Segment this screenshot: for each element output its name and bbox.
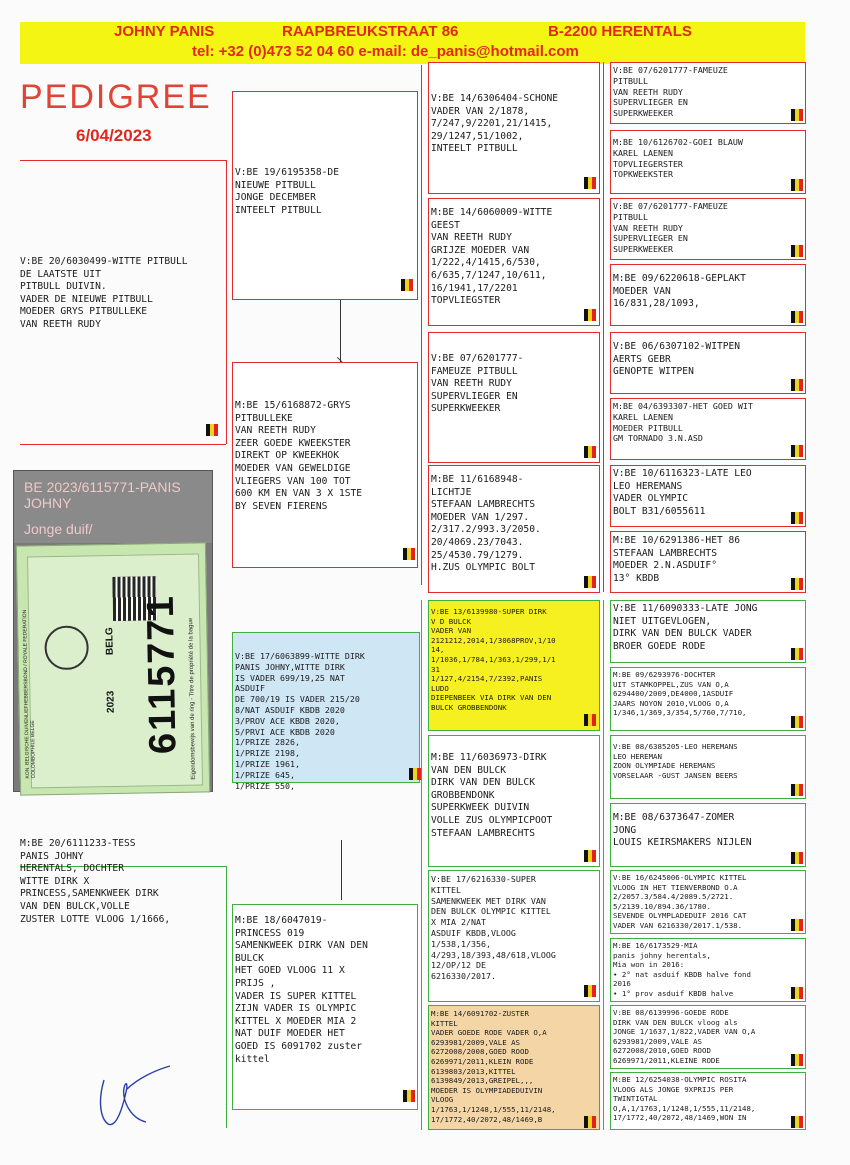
- card-federation: KON. BELGISCHE DUIVENLIEFHEBBERSBOND / ROYALE FEDERATION COLOMBOPHILE BELGE: [21, 609, 37, 779]
- belgium-flag-icon: [791, 179, 803, 191]
- pedigree-card-g4-15: V:BE 08/6139996-GOEDE RODE DIRK VAN DEN BULCK vloog als JONGE 1/1637,1/822,VADER VAN O,A 6293981/2009,VALE AS 6272008/2010,GOED ROOD 6269971/2011,KLEINE RODE: [610, 1005, 806, 1069]
- belgium-flag-icon: [791, 245, 803, 257]
- belgium-flag-icon: [584, 1116, 596, 1128]
- signature-mark: [86, 1040, 176, 1130]
- breeder-contact: tel: +32 (0)473 52 04 60 e-mail: de_panis@hotmail.com: [192, 43, 579, 60]
- belgium-flag-icon: [206, 424, 218, 436]
- pedigree-date: 6/04/2023: [76, 126, 152, 145]
- pedigree-card-g4-12: M:BE 08/6373647-ZOMER JONG LOUIS KEIRSMAKERS NIJLEN: [610, 803, 806, 867]
- page-title: PEDIGREE: [20, 78, 212, 116]
- pedigree-card-g4-1: V:BE 07/6201777-FAMEUZE PITBULL VAN REETH RUDY SUPERVLIEGER EN SUPERKWEEKER: [610, 62, 806, 124]
- belgium-flag-icon: [791, 648, 803, 660]
- pedigree-card-g4-3: V:BE 07/6201777-FAMEUZE PITBULL VAN REETH RUDY SUPERVLIEGER EN SUPERKWEEKER: [610, 198, 806, 260]
- belgium-flag-icon: [791, 716, 803, 728]
- belgium-flag-icon: [791, 1116, 803, 1128]
- belgium-flag-icon: [791, 109, 803, 121]
- belgium-flag-icon: [791, 784, 803, 796]
- belgium-flag-icon: [584, 714, 596, 726]
- card-ownership-text: Eigendomsbewijs van de ring - Titre de propriété de la bague: [188, 617, 197, 780]
- pedigree-card-ssd: M:BE 14/6060009-WITTE GEEST VAN REETH RUDY GRIJZE MOEDER VAN 1/222,4/1415,6/530, 6/635,7/1247,10/611, 16/1941,17/2201 TOPVLIEGSTER: [428, 198, 600, 326]
- belgium-flag-icon: [791, 445, 803, 457]
- pedigree-card-g4-16: M:BE 12/6254038-OLYMPIC ROSITA VLOOG ALS JONGE 9XPRIJS PER TWINTIGTAL O,A,1/1763,1/1248,1/555,11/2148, 17/1772,40/2072,48/1469,WON IN: [610, 1072, 806, 1130]
- pedigree-card-ss: V:BE 19/6195358-DE NIEUWE PITBULL JONGE DECEMBER INTEELT PITBULL: [232, 91, 418, 300]
- pedigree-card-g4-4: M:BE 09/6220618-GEPLAKT MOEDER VAN 16/831,28/1093,: [610, 264, 806, 326]
- pedigree-card-ds: V:BE 17/6063899-WITTE DIRK PANIS JOHNY,WITTE DIRK IS VADER 699/19,25 NAT ASDUIF DE 700/19 IS VADER 215/20 8/NAT ASDUIF KBDB 2020 3/PROV ACE KBDB 2020, 5/PRVI ACE KBDB 2020 1/PRIZE 2826, 1/PRIZE 2198, 1/PRIZE 1961, 1/PRIZE 645, 1/PRIZE 550,: [232, 632, 420, 783]
- card-country: BELG: [104, 627, 116, 656]
- pedigree-card-dds: V:BE 17/6216330-SUPER KITTEL SAMENKWEEK MET DIRK VAN DEN BULCK OLYMPIC KITTEL X MIA 2/NAT ASDUIF KBDB,VLOOG 1/538,1/356, 4/293,18/393,48/618,VLOOG 12/OP/12 DE 6216330/2017.: [428, 870, 600, 1002]
- subject-ring: BE 2023/6115771-PANIS JOHNY: [24, 479, 181, 511]
- belgium-flag-icon: [791, 919, 803, 931]
- belgium-flag-icon: [403, 1090, 415, 1102]
- dam-block: [14, 832, 224, 952]
- pedigree-card-g4-7: V:BE 10/6116323-LATE LEO LEO HEREMANS VADER OLYMPIC BOLT B31/6055611: [610, 465, 806, 527]
- breeder-street: RAAPBREUKSTRAAT 86: [282, 23, 459, 40]
- belgium-flag-icon: [791, 852, 803, 864]
- belgium-flag-icon: [791, 512, 803, 524]
- pedigree-card-dd: M:BE 18/6047019- PRINCESS 019 SAMENKWEEK DIRK VAN DEN BULCK HET GOED VLOOG 11 X PRIJS , VADER IS SUPER KITTEL ZIJN VADER IS OLYMPIC KITTEL X MOEDER MIA 2 NAT DUIF MOEDER HET GOED IS 6091702 zuster kittel: [232, 904, 418, 1110]
- breeder-header: [20, 22, 805, 64]
- pedigree-card-g4-9: V:BE 11/6090333-LATE JONG NIET UITGEVLOGEN, DIRK VAN DEN BULCK VADER BROER GOEDE RODE: [610, 600, 806, 663]
- breeder-city: B-2200 HERENTALS: [548, 23, 692, 40]
- pedigree-card-sdd: M:BE 11/6168948- LICHTJE STEFAAN LAMBRECHTS MOEDER VAN 1/297. 2/317.2/993.3/2050. 20/4069.23/7043. 25/4530.79/1279. H.ZUS OLYMPIC BOLT: [428, 465, 600, 593]
- pedigree-card-sds: V:BE 07/6201777- FAMEUZE PITBULL VAN REETH RUDY SUPERVLIEGER EN SUPERKWEEKER: [428, 332, 600, 463]
- pedigree-card-g4-6: M:BE 04/6393307-HET GOED WIT KAREL LAENEN MOEDER PITBULL GM TORNADO 3.N.ASD: [610, 398, 806, 460]
- pedigree-card-g4-5: V:BE 06/6307102-WITPEN AERTS GEBR GENOPTE WITPEN: [610, 332, 806, 394]
- pedigree-card-g4-14: M:BE 16/6173529-MIA panis johny herentals, Mia won in 2016: • 2° nat asduif KBDB halve fond 2016 • 1° prov asduif KBDB halve: [610, 938, 806, 1002]
- belgium-flag-icon: [584, 446, 596, 458]
- card-year: 2023: [105, 690, 117, 714]
- subject-description: Jonge duif/: [24, 521, 93, 537]
- pedigree-card-g4-2: M:BE 10/6126702-GOEI BLAUW KAREL LAENEN TOPVLIEGERSTER TOPKWEEKSTER: [610, 130, 806, 194]
- pedigree-card-g4-13: V:BE 16/6245006-OLYMPIC KITTEL VLOOG IN HET TIENVERBOND O.A 2/2057.3/584.4/2089.5/2721. 5/2139.10/894.36/1780. SEVENDE OLYMPLADEDUIF 2016 CAT VADER VAN 6216330/2017.1/538.: [610, 870, 806, 934]
- belgium-flag-icon: [584, 576, 596, 588]
- breeder-name: JOHNY PANIS: [114, 23, 215, 40]
- pedigree-card-ddd: M:BE 14/6091702-ZUSTER KITTEL VADER GOEDE RODE VADER O,A 6293981/2009,VALE AS 6272008/2008,GOED ROOD 6269971/2011,KLEIN RODE 6139803/2013,KITTEL 6139849/2013,GREIPEL,,, MOEDER IS OLYMPIADEDUIVIN VLOOG 1/1763,1/1248,1/555,11/2148, 17/1772,40/2072,48/1469,B: [428, 1005, 600, 1130]
- pedigree-card-sss: V:BE 14/6306404-SCHONE VADER VAN 2/1878, 7/247,9/2201,21/1415, 29/1247,51/1002, INTEELT PITBULL: [428, 62, 600, 194]
- belgium-flag-icon: [791, 1054, 803, 1066]
- card-ring-number: 6115771: [139, 593, 185, 755]
- belgium-flag-icon: [791, 379, 803, 391]
- pedigree-card-dsd: M:BE 11/6036973-DIRK VAN DEN BULCK DIRK VAN DEN BULCK GROBBENDONK SUPERKWEEK DUIVIN VOLLE ZUS OLYMPICPOOT STEFAAN LAMBRECHTS: [428, 735, 600, 867]
- ring-card: [16, 542, 210, 795]
- belgium-flag-icon: [584, 177, 596, 189]
- pedigree-card-dss: V:BE 13/6139980-SUPER DIRK V D BULCK VADER VAN 2121212,2014,1/3068PROV,1/10 14, 1/1036,1/784,1/363,1/299,1/1 31 1/127,4/2154,7/2392,PANIS LUDO DIEPENBEEK VIA DIRK VAN DEN BULCK GROBBENDONK: [428, 600, 600, 731]
- belgium-flag-icon: [584, 985, 596, 997]
- pedigree-card-g4-10: M:BE 09/6293976-DOCHTER UIT STAMKOPPEL,ZUS VAN O,A 6294400/2009,DE4000,1ASDUIF JAARS NOYON 2010,VLOOG O,A 1/346,1/369,3/354,5/760,7/710,: [610, 667, 806, 731]
- pedigree-card-sd: M:BE 15/6168872-GRYS PITBULLEKE VAN REETH RUDY ZEER GOEDE KWEEKSTER DIREKT OP KWEEKHOK MOEDER VAN GEWELDIGE VLIEGERS VAN 100 TOT 600 KM EN VAN 3 X 1STE BY SEVEN FIERENS: [232, 362, 418, 568]
- belgium-flag-icon: [403, 548, 415, 560]
- belgium-flag-icon: [791, 578, 803, 590]
- belgium-flag-icon: [791, 311, 803, 323]
- sire-block: [14, 170, 224, 440]
- belgium-flag-icon: [584, 309, 596, 321]
- belgium-flag-icon: [791, 987, 803, 999]
- pedigree-card-g4-11: V:BE 08/6385205-LEO HEREMANS LEO HEREMAN ZOON OLYMPIADE HEREMANS VORSELAAR -GUST JANSEN BEERS: [610, 735, 806, 799]
- belgium-flag-icon: [584, 850, 596, 862]
- belgium-flag-icon: [401, 279, 413, 291]
- sire-text: V:BE 20/6030499-WITTE PITBULL DE LAATSTE UIT PITBULL DUIVIN. VADER DE NIEUWE PITBULL MOEDER GRYS PITBULLEKE VAN REETH RUDY: [20, 256, 188, 330]
- dam-text: M:BE 20/6111233-TESS PANIS JOHNY HERENTALS, DOCHTER WITTE DIRK X PRINCESS,SAMENKWEEK DIRK VAN DEN BULCK,VOLLE ZUSTER LOTTE VLOOG 1/1666,: [20, 838, 171, 925]
- belgium-flag-icon: [409, 768, 421, 780]
- pedigree-card-g4-8: M:BE 10/6291386-HET 86 STEFAAN LAMBRECHTS MOEDER 2.N.ASDUIF° 13° KBDB: [610, 531, 806, 593]
